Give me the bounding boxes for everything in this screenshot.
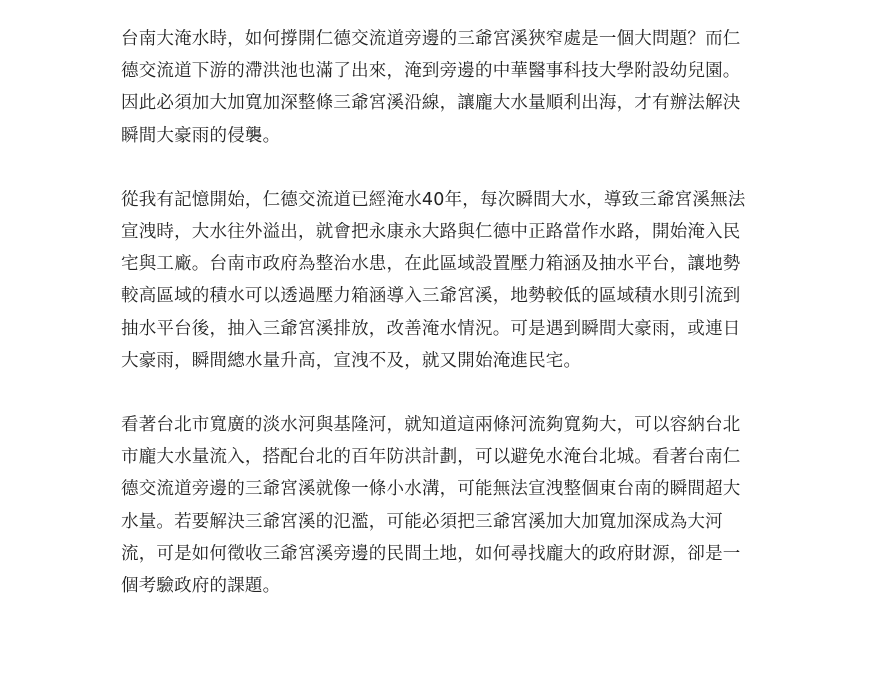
paragraph-line: 流，可是如何徵收三爺宮溪旁邊的民間土地，如何尋找龐大的政府財源，卻是一 [121, 543, 741, 564]
paragraph-line: 瞬間大豪雨的侵襲。 [121, 125, 281, 146]
paragraph-line: 德交流道下游的滯洪池也滿了出來，淹到旁邊的中華醫事科技大學附設幼兒園。 [121, 61, 741, 82]
paragraph-3 [121, 409, 841, 602]
paragraph-line: 德交流道旁邊的三爺宮溪就像一條小水溝，可能無法宣洩整個東台南的瞬間超大 [121, 479, 741, 500]
paragraph-line: 宣洩時，大水往外溢出，就會把永康永大路與仁德中正路當作水路，開始淹入民 [121, 222, 741, 243]
paragraph-2 [121, 184, 841, 377]
paragraph-line: 宅與工廠。台南市政府為整治水患，在此區域設置壓力箱涵及抽水平台，讓地勢 [121, 254, 741, 275]
paragraph-1 [121, 23, 841, 152]
paragraph-line: 較高區域的積水可以透過壓力箱涵導入三爺宮溪，地勢較低的區域積水則引流到 [121, 286, 741, 307]
paragraph-line: 水量。若要解決三爺宮溪的氾濫，可能必須把三爺宮溪加大加寬加深成為大河 [121, 511, 723, 532]
paragraph-line: 看著台北市寬廣的淡水河與基隆河，就知道這兩條河流夠寬夠大，可以容納台北 [121, 415, 741, 436]
paragraph-line: 個考驗政府的課題。 [121, 576, 281, 597]
article-body [121, 23, 841, 634]
paragraph-line: 市龐大水量流入，搭配台北的百年防洪計劃，可以避免水淹台北城。看著台南仁 [121, 447, 741, 468]
paragraph-line: 從我有記憶開始，仁德交流道已經淹水40年，每次瞬間大水，導致三爺宮溪無法 [121, 189, 746, 210]
paragraph-line: 大豪雨，瞬間總水量升高，宣洩不及，就又開始淹進民宅。 [121, 350, 582, 371]
paragraph-line: 抽水平台後，抽入三爺宮溪排放，改善淹水情況。可是遇到瞬間大豪雨，或連日 [121, 318, 741, 339]
paragraph-line: 台南大淹水時，如何撐開仁德交流道旁邊的三爺宮溪狹窄處是一個大問題？而仁 [121, 29, 741, 49]
paragraph-line: 因此必須加大加寬加深整條三爺宮溪沿線，讓龐大水量順利出海，才有辦法解決 [121, 93, 741, 114]
